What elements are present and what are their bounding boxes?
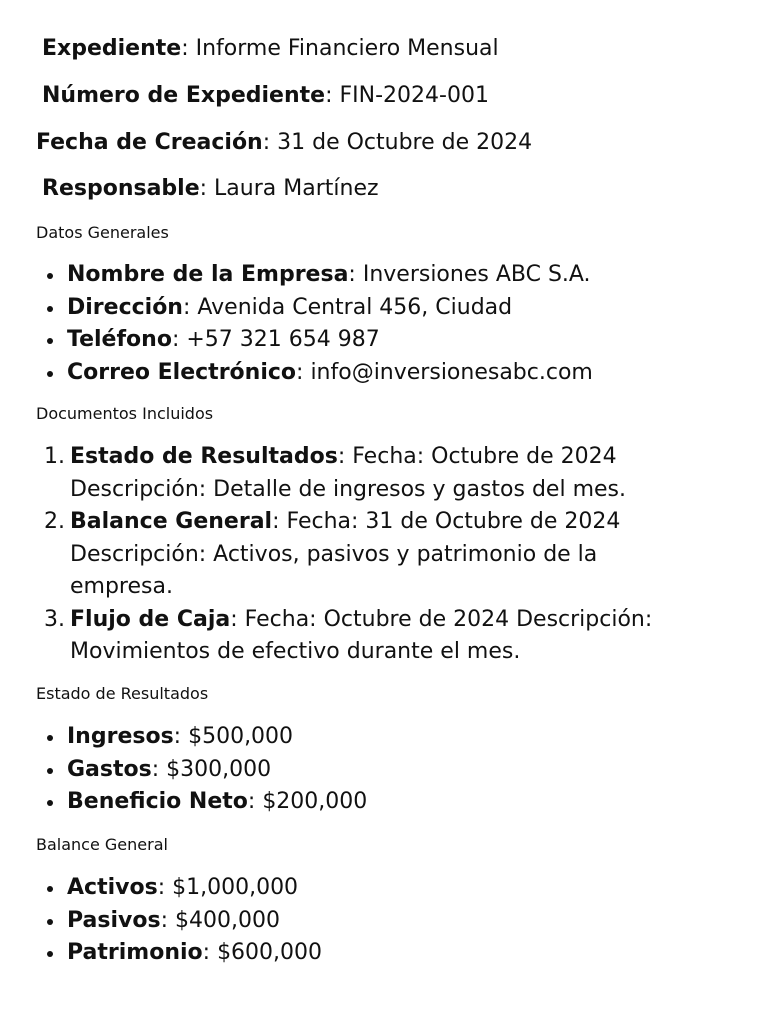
meta-responsable-value: Laura Martínez (214, 176, 379, 201)
item-text: Fecha: Octubre de 2024 Descripción: Movimientos de efectivo durante el mes. (70, 606, 653, 664)
section-title-balance-general: Balance General (36, 835, 168, 854)
list-item: Ingresos: $500,000 (0, 721, 367, 754)
item-label: Dirección (67, 294, 183, 320)
item-value: +57 321 654 987 (186, 327, 380, 352)
item-value: $400,000 (174, 907, 280, 933)
item-label: Estado de Resultados (70, 444, 338, 469)
item-number: 2. (44, 509, 65, 534)
item-label: Nombre de la Empresa (67, 262, 349, 287)
item-value: $500,000 (188, 724, 294, 749)
list-item: Dirección: Avenida Central 456, Ciudad (0, 292, 593, 325)
list-item: 2. Balance General: Fecha: 31 de Octubre de 2024 Descripción: Activos, pasivos y patrimonio de la empresa. (0, 506, 700, 604)
item-value: info@inversionesabc.com (310, 359, 593, 385)
estado-resultados-list (0, 721, 367, 819)
meta-expediente-label: Expediente (42, 36, 182, 61)
item-label: Activos (67, 875, 158, 900)
item-label: Teléfono (67, 327, 172, 352)
meta-fecha-label: Fecha de Creación (36, 130, 263, 155)
meta-fecha: Fecha de Creación: 31 de Octubre de 2024 (36, 130, 533, 155)
list-item: 1. Estado de Resultados: Fecha: Octubre de 2024 Descripción: Detalle de ingresos y gastos del mes. (0, 441, 700, 506)
meta-numero-label: Número de Expediente (42, 83, 326, 108)
section-title-datos-generales: Datos Generales (36, 223, 169, 242)
list-item: Correo Electrónico: info@inversionesabc.com (0, 357, 593, 390)
list-item: Pasivos: $400,000 (0, 905, 322, 938)
item-label: Ingresos (67, 724, 174, 749)
list-item: Teléfono: +57 321 654 987 (0, 324, 593, 357)
item-value: $200,000 (262, 789, 368, 814)
section-title-documentos: Documentos Incluidos (36, 404, 214, 423)
item-label: Gastos (67, 756, 152, 782)
meta-numero-value: FIN-2024-001 (339, 83, 489, 108)
list-item: Activos: $1,000,000 (0, 872, 322, 905)
datos-generales-list (0, 259, 593, 389)
item-number: 1. (44, 444, 65, 469)
item-label: Beneficio Neto (67, 789, 248, 814)
meta-expediente: Expediente: Informe Financiero Mensual (42, 36, 499, 61)
item-label: Correo Electrónico (67, 359, 297, 385)
meta-responsable-label: Responsable (42, 176, 200, 201)
item-number: 3. (44, 606, 65, 632)
item-value: Inversiones ABC S.A. (362, 262, 591, 287)
item-label: Pasivos (67, 907, 161, 933)
item-text: Fecha: 31 de Octubre de 2024 Descripción: Activos, pasivos y patrimonio de la empresa. (70, 509, 621, 599)
meta-numero: Número de Expediente: FIN-2024-001 (42, 83, 489, 108)
item-value: $1,000,000 (172, 875, 299, 900)
list-item: Patrimonio: $600,000 (0, 937, 322, 970)
list-item: Gastos: $300,000 (0, 754, 367, 787)
list-item: 3. Flujo de Caja: Fecha: Octubre de 2024 Descripción: Movimientos de efectivo durante el mes. (0, 604, 700, 669)
list-item: Nombre de la Empresa: Inversiones ABC S.A. (0, 259, 593, 292)
meta-expediente-value: Informe Financiero Mensual (195, 36, 499, 61)
item-value: $600,000 (217, 940, 323, 965)
list-item: Beneficio Neto: $200,000 (0, 786, 367, 819)
documentos-list (0, 441, 700, 669)
meta-responsable: Responsable: Laura Martínez (42, 176, 379, 201)
item-label: Flujo de Caja (70, 606, 231, 632)
item-value: $300,000 (166, 756, 272, 782)
item-label: Patrimonio (67, 940, 203, 965)
item-label: Balance General (70, 509, 273, 534)
meta-fecha-value: 31 de Octubre de 2024 (277, 130, 533, 155)
item-text: Fecha: Octubre de 2024 Descripción: Detalle de ingresos y gastos del mes. (70, 444, 626, 502)
balance-general-list (0, 872, 322, 970)
item-value: Avenida Central 456, Ciudad (197, 294, 513, 320)
section-title-estado-resultados: Estado de Resultados (36, 684, 209, 703)
